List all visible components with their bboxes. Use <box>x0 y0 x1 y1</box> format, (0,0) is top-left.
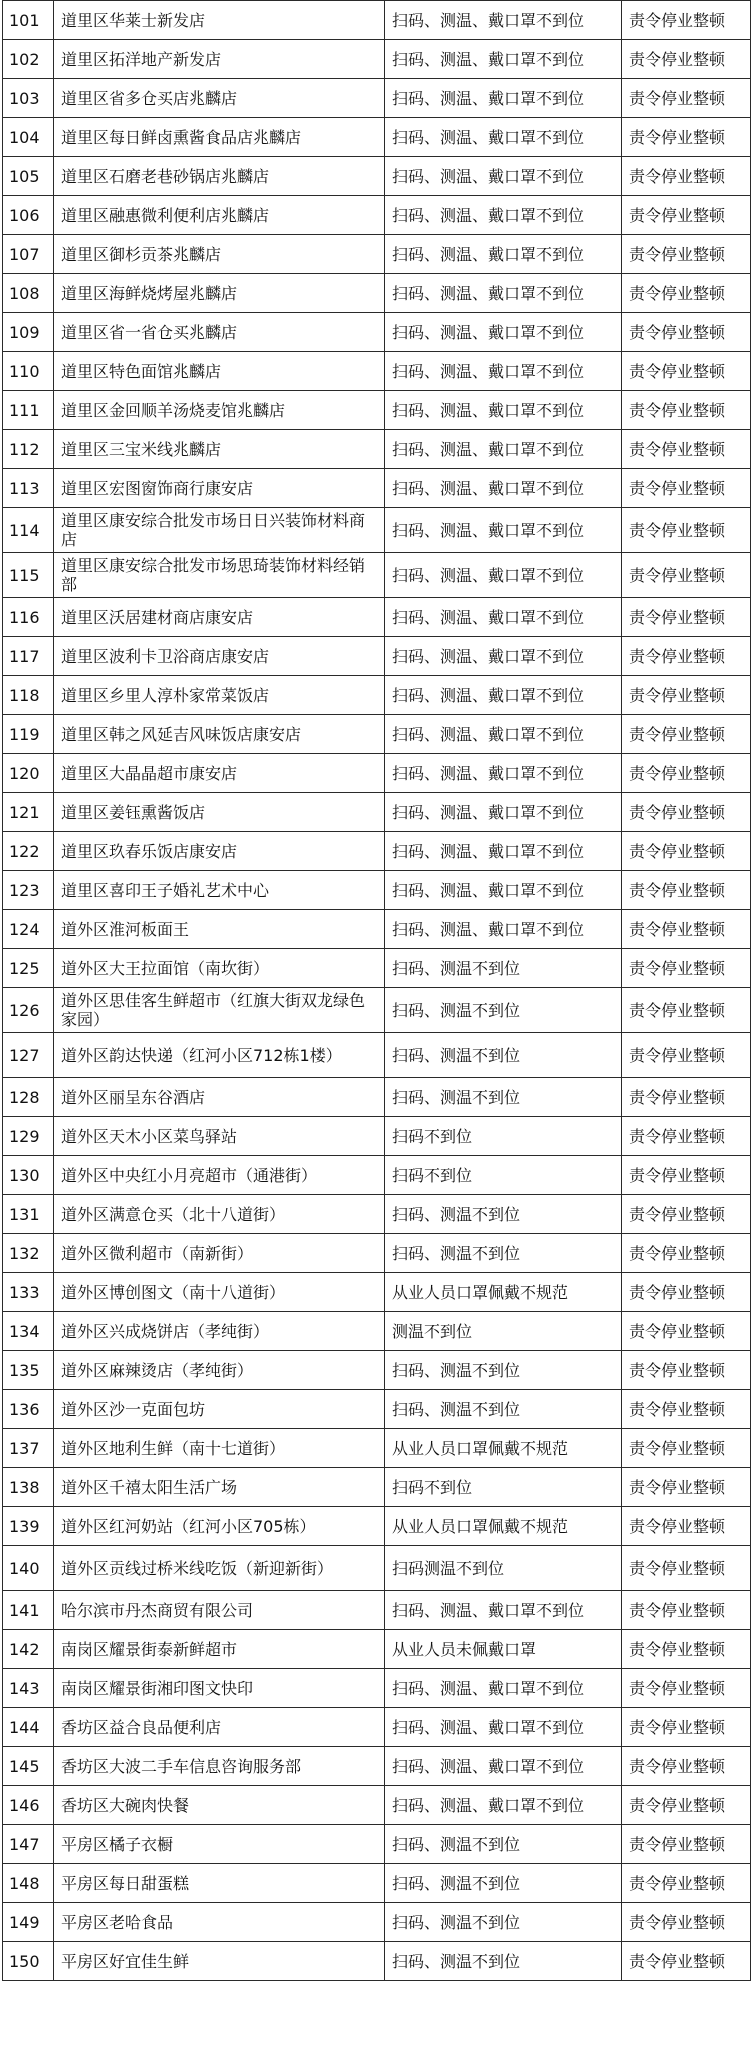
row-number-cell: 129 <box>3 1117 54 1156</box>
penalty-cell: 责令停业整顿 <box>622 1546 751 1591</box>
table-row <box>3 1390 751 1429</box>
row-number-cell: 134 <box>3 1312 54 1351</box>
store-name-cell: 道里区沃居建材商店康安店 <box>54 598 385 637</box>
table-row <box>3 1117 751 1156</box>
row-number-cell: 114 <box>3 508 54 553</box>
penalty-cell: 责令停业整顿 <box>622 754 751 793</box>
store-name-cell: 道外区大王拉面馆（南坎街） <box>54 949 385 988</box>
document-page <box>2 0 750 1981</box>
store-name-cell: 南岗区耀景街湘印图文快印 <box>54 1669 385 1708</box>
violation-cell: 扫码、测温不到位 <box>385 1234 622 1273</box>
table-row <box>3 1156 751 1195</box>
penalty-cell: 责令停业整顿 <box>622 430 751 469</box>
violation-cell: 扫码、测温不到位 <box>385 1825 622 1864</box>
table-row <box>3 118 751 157</box>
store-name-cell: 平房区每日甜蛋糕 <box>54 1864 385 1903</box>
penalty-cell: 责令停业整顿 <box>622 274 751 313</box>
store-name-cell: 香坊区大波二手车信息咨询服务部 <box>54 1747 385 1786</box>
table-row <box>3 1786 751 1825</box>
violation-cell: 扫码不到位 <box>385 1156 622 1195</box>
penalty-cell: 责令停业整顿 <box>622 508 751 553</box>
penalty-cell: 责令停业整顿 <box>622 1825 751 1864</box>
table-row <box>3 793 751 832</box>
penalty-cell: 责令停业整顿 <box>622 949 751 988</box>
penalty-cell: 责令停业整顿 <box>622 832 751 871</box>
store-name-cell: 道外区博创图文（南十八道街） <box>54 1273 385 1312</box>
table-row <box>3 1312 751 1351</box>
row-number-cell: 123 <box>3 871 54 910</box>
table-row <box>3 1708 751 1747</box>
table-row <box>3 1273 751 1312</box>
store-name-cell: 道里区三宝米线兆麟店 <box>54 430 385 469</box>
violation-cell: 扫码、测温、戴口罩不到位 <box>385 553 622 598</box>
store-name-cell: 道外区红河奶站（红河小区705栋） <box>54 1507 385 1546</box>
store-name-cell: 道外区微利超市（南新街） <box>54 1234 385 1273</box>
violation-cell: 扫码、测温不到位 <box>385 1864 622 1903</box>
penalty-cell: 责令停业整顿 <box>622 1156 751 1195</box>
penalty-cell: 责令停业整顿 <box>622 1468 751 1507</box>
store-name-cell: 道里区海鲜烧烤屋兆麟店 <box>54 274 385 313</box>
penalty-cell: 责令停业整顿 <box>622 1117 751 1156</box>
store-name-cell: 道里区康安综合批发市场思琦装饰材料经销部 <box>54 553 385 598</box>
table-row <box>3 469 751 508</box>
table-row <box>3 1546 751 1591</box>
store-name-cell: 道里区金回顺羊汤烧麦馆兆麟店 <box>54 391 385 430</box>
violation-cell: 扫码、测温、戴口罩不到位 <box>385 1786 622 1825</box>
store-name-cell: 南岗区耀景街泰新鲜超市 <box>54 1630 385 1669</box>
penalty-cell: 责令停业整顿 <box>622 1903 751 1942</box>
table-row <box>3 637 751 676</box>
store-name-cell: 道外区韵达快递（红河小区712栋1楼） <box>54 1033 385 1078</box>
table-row <box>3 1591 751 1630</box>
violation-cell: 扫码、测温、戴口罩不到位 <box>385 40 622 79</box>
violation-cell: 扫码、测温、戴口罩不到位 <box>385 1 622 40</box>
row-number-cell: 122 <box>3 832 54 871</box>
penalty-cell: 责令停业整顿 <box>622 1942 751 1981</box>
violation-cell: 从业人员口罩佩戴不规范 <box>385 1273 622 1312</box>
penalty-cell: 责令停业整顿 <box>622 1078 751 1117</box>
store-name-cell: 道里区姜钰熏酱饭店 <box>54 793 385 832</box>
table-row <box>3 715 751 754</box>
violation-cell: 扫码、测温、戴口罩不到位 <box>385 313 622 352</box>
row-number-cell: 107 <box>3 235 54 274</box>
row-number-cell: 140 <box>3 1546 54 1591</box>
store-name-cell: 道外区千禧太阳生活广场 <box>54 1468 385 1507</box>
row-number-cell: 108 <box>3 274 54 313</box>
store-name-cell: 道里区大晶晶超市康安店 <box>54 754 385 793</box>
violation-cell: 扫码、测温不到位 <box>385 1942 622 1981</box>
penalty-cell: 责令停业整顿 <box>622 1708 751 1747</box>
penalty-cell: 责令停业整顿 <box>622 235 751 274</box>
row-number-cell: 128 <box>3 1078 54 1117</box>
table-row <box>3 79 751 118</box>
penalty-cell: 责令停业整顿 <box>622 1591 751 1630</box>
penalty-cell: 责令停业整顿 <box>622 1 751 40</box>
store-name-cell: 道里区宏图窗饰商行康安店 <box>54 469 385 508</box>
store-name-cell: 平房区老哈食品 <box>54 1903 385 1942</box>
row-number-cell: 106 <box>3 196 54 235</box>
row-number-cell: 124 <box>3 910 54 949</box>
row-number-cell: 135 <box>3 1351 54 1390</box>
penalty-cell: 责令停业整顿 <box>622 157 751 196</box>
penalty-cell: 责令停业整顿 <box>622 1747 751 1786</box>
penalty-cell: 责令停业整顿 <box>622 553 751 598</box>
violation-cell: 扫码、测温、戴口罩不到位 <box>385 1669 622 1708</box>
penalty-cell: 责令停业整顿 <box>622 988 751 1033</box>
row-number-cell: 139 <box>3 1507 54 1546</box>
penalty-cell: 责令停业整顿 <box>622 79 751 118</box>
table-row <box>3 313 751 352</box>
store-name-cell: 道里区融惠微利便利店兆麟店 <box>54 196 385 235</box>
row-number-cell: 137 <box>3 1429 54 1468</box>
table-row <box>3 832 751 871</box>
table-row <box>3 391 751 430</box>
row-number-cell: 103 <box>3 79 54 118</box>
violation-cell: 扫码、测温、戴口罩不到位 <box>385 391 622 430</box>
table-row <box>3 553 751 598</box>
table-row <box>3 676 751 715</box>
table-row <box>3 1195 751 1234</box>
table-row <box>3 1942 751 1981</box>
violation-cell: 扫码、测温、戴口罩不到位 <box>385 832 622 871</box>
penalty-cell: 责令停业整顿 <box>622 352 751 391</box>
row-number-cell: 132 <box>3 1234 54 1273</box>
table-row <box>3 1234 751 1273</box>
violation-cell: 扫码、测温、戴口罩不到位 <box>385 469 622 508</box>
row-number-cell: 138 <box>3 1468 54 1507</box>
violation-cell: 扫码、测温、戴口罩不到位 <box>385 1708 622 1747</box>
violation-cell: 扫码、测温、戴口罩不到位 <box>385 1591 622 1630</box>
violation-cell: 扫码、测温不到位 <box>385 1195 622 1234</box>
store-name-cell: 道外区麻辣烫店（孝纯街） <box>54 1351 385 1390</box>
row-number-cell: 125 <box>3 949 54 988</box>
store-name-cell: 道里区康安综合批发市场日日兴装饰材料商店 <box>54 508 385 553</box>
row-number-cell: 145 <box>3 1747 54 1786</box>
table-row <box>3 1468 751 1507</box>
penalty-cell: 责令停业整顿 <box>622 469 751 508</box>
store-name-cell: 哈尔滨市丹杰商贸有限公司 <box>54 1591 385 1630</box>
penalty-cell: 责令停业整顿 <box>622 1273 751 1312</box>
table-row <box>3 1507 751 1546</box>
violation-cell: 扫码、测温不到位 <box>385 1903 622 1942</box>
store-name-cell: 道外区淮河板面王 <box>54 910 385 949</box>
penalty-cell: 责令停业整顿 <box>622 313 751 352</box>
store-name-cell: 道里区特色面馆兆麟店 <box>54 352 385 391</box>
table-row <box>3 988 751 1033</box>
store-name-cell: 道里区喜印王子婚礼艺术中心 <box>54 871 385 910</box>
penalty-cell: 责令停业整顿 <box>622 391 751 430</box>
violation-cell: 扫码、测温、戴口罩不到位 <box>385 598 622 637</box>
table-row <box>3 1903 751 1942</box>
violation-cell: 扫码、测温、戴口罩不到位 <box>385 157 622 196</box>
table-body <box>3 1 751 1981</box>
violation-cell: 扫码、测温、戴口罩不到位 <box>385 676 622 715</box>
row-number-cell: 101 <box>3 1 54 40</box>
row-number-cell: 121 <box>3 793 54 832</box>
violation-cell: 扫码、测温、戴口罩不到位 <box>385 910 622 949</box>
store-name-cell: 道里区玖春乐饭店康安店 <box>54 832 385 871</box>
store-name-cell: 道外区天木小区菜鸟驿站 <box>54 1117 385 1156</box>
store-name-cell: 香坊区大碗肉快餐 <box>54 1786 385 1825</box>
store-name-cell: 道里区省一省仓买兆麟店 <box>54 313 385 352</box>
store-name-cell: 道里区御杉贡茶兆麟店 <box>54 235 385 274</box>
violation-cell: 扫码、测温、戴口罩不到位 <box>385 793 622 832</box>
penalty-cell: 责令停业整顿 <box>622 1351 751 1390</box>
store-name-cell: 平房区好宜佳生鲜 <box>54 1942 385 1981</box>
row-number-cell: 126 <box>3 988 54 1033</box>
table-row <box>3 1033 751 1078</box>
row-number-cell: 118 <box>3 676 54 715</box>
penalty-cell: 责令停业整顿 <box>622 598 751 637</box>
violation-cell: 扫码、测温、戴口罩不到位 <box>385 196 622 235</box>
row-number-cell: 110 <box>3 352 54 391</box>
table-row <box>3 754 751 793</box>
penalty-cell: 责令停业整顿 <box>622 1507 751 1546</box>
violation-cell: 扫码测温不到位 <box>385 1546 622 1591</box>
penalty-cell: 责令停业整顿 <box>622 196 751 235</box>
table-row <box>3 1429 751 1468</box>
table-row <box>3 1864 751 1903</box>
row-number-cell: 111 <box>3 391 54 430</box>
penalty-cell: 责令停业整顿 <box>622 676 751 715</box>
store-name-cell: 道外区贡线过桥米线吃饭（新迎新街） <box>54 1546 385 1591</box>
violation-cell: 扫码、测温不到位 <box>385 949 622 988</box>
penalty-cell: 责令停业整顿 <box>622 637 751 676</box>
table-row <box>3 274 751 313</box>
row-number-cell: 146 <box>3 1786 54 1825</box>
violation-cell: 扫码、测温、戴口罩不到位 <box>385 871 622 910</box>
table-row <box>3 352 751 391</box>
row-number-cell: 104 <box>3 118 54 157</box>
violation-cell: 扫码、测温、戴口罩不到位 <box>385 430 622 469</box>
row-number-cell: 131 <box>3 1195 54 1234</box>
penalty-cell: 责令停业整顿 <box>622 1234 751 1273</box>
violation-cell: 扫码、测温、戴口罩不到位 <box>385 754 622 793</box>
store-name-cell: 道里区拓洋地产新发店 <box>54 40 385 79</box>
closure-list-table <box>2 0 751 1981</box>
penalty-cell: 责令停业整顿 <box>622 40 751 79</box>
row-number-cell: 113 <box>3 469 54 508</box>
row-number-cell: 133 <box>3 1273 54 1312</box>
violation-cell: 扫码、测温、戴口罩不到位 <box>385 352 622 391</box>
row-number-cell: 127 <box>3 1033 54 1078</box>
penalty-cell: 责令停业整顿 <box>622 1669 751 1708</box>
penalty-cell: 责令停业整顿 <box>622 871 751 910</box>
violation-cell: 扫码、测温、戴口罩不到位 <box>385 79 622 118</box>
store-name-cell: 道里区石磨老巷砂锅店兆麟店 <box>54 157 385 196</box>
row-number-cell: 141 <box>3 1591 54 1630</box>
store-name-cell: 道外区兴成烧饼店（孝纯街） <box>54 1312 385 1351</box>
table-row <box>3 598 751 637</box>
row-number-cell: 117 <box>3 637 54 676</box>
row-number-cell: 150 <box>3 1942 54 1981</box>
table-row <box>3 1669 751 1708</box>
penalty-cell: 责令停业整顿 <box>622 715 751 754</box>
table-row <box>3 157 751 196</box>
penalty-cell: 责令停业整顿 <box>622 910 751 949</box>
table-row <box>3 196 751 235</box>
store-name-cell: 道外区中央红小月亮超市（通港街） <box>54 1156 385 1195</box>
table-row <box>3 1630 751 1669</box>
store-name-cell: 道外区丽呈东谷酒店 <box>54 1078 385 1117</box>
violation-cell: 扫码、测温不到位 <box>385 1033 622 1078</box>
table-row <box>3 430 751 469</box>
table-row <box>3 910 751 949</box>
table-row <box>3 40 751 79</box>
row-number-cell: 109 <box>3 313 54 352</box>
penalty-cell: 责令停业整顿 <box>622 1390 751 1429</box>
penalty-cell: 责令停业整顿 <box>622 1630 751 1669</box>
penalty-cell: 责令停业整顿 <box>622 118 751 157</box>
store-name-cell: 道里区乡里人淳朴家常菜饭店 <box>54 676 385 715</box>
penalty-cell: 责令停业整顿 <box>622 1864 751 1903</box>
table-row <box>3 949 751 988</box>
row-number-cell: 119 <box>3 715 54 754</box>
store-name-cell: 道里区波利卡卫浴商店康安店 <box>54 637 385 676</box>
violation-cell: 从业人员口罩佩戴不规范 <box>385 1507 622 1546</box>
violation-cell: 扫码、测温、戴口罩不到位 <box>385 235 622 274</box>
row-number-cell: 120 <box>3 754 54 793</box>
row-number-cell: 144 <box>3 1708 54 1747</box>
store-name-cell: 道外区地利生鲜（南十七道街） <box>54 1429 385 1468</box>
penalty-cell: 责令停业整顿 <box>622 1312 751 1351</box>
table-row <box>3 1747 751 1786</box>
row-number-cell: 102 <box>3 40 54 79</box>
violation-cell: 从业人员未佩戴口罩 <box>385 1630 622 1669</box>
violation-cell: 扫码、测温不到位 <box>385 988 622 1033</box>
row-number-cell: 142 <box>3 1630 54 1669</box>
store-name-cell: 平房区橘子衣橱 <box>54 1825 385 1864</box>
penalty-cell: 责令停业整顿 <box>622 1786 751 1825</box>
row-number-cell: 105 <box>3 157 54 196</box>
row-number-cell: 112 <box>3 430 54 469</box>
violation-cell: 扫码、测温不到位 <box>385 1390 622 1429</box>
table-row <box>3 1825 751 1864</box>
store-name-cell: 道里区韩之风延吉风味饭店康安店 <box>54 715 385 754</box>
row-number-cell: 143 <box>3 1669 54 1708</box>
violation-cell: 扫码、测温不到位 <box>385 1078 622 1117</box>
violation-cell: 扫码、测温、戴口罩不到位 <box>385 1747 622 1786</box>
row-number-cell: 115 <box>3 553 54 598</box>
table-row <box>3 1351 751 1390</box>
violation-cell: 扫码、测温不到位 <box>385 1351 622 1390</box>
table-row <box>3 1 751 40</box>
store-name-cell: 道里区省多仓买店兆麟店 <box>54 79 385 118</box>
violation-cell: 测温不到位 <box>385 1312 622 1351</box>
store-name-cell: 香坊区益合良品便利店 <box>54 1708 385 1747</box>
table-row <box>3 1078 751 1117</box>
violation-cell: 扫码不到位 <box>385 1117 622 1156</box>
penalty-cell: 责令停业整顿 <box>622 1195 751 1234</box>
store-name-cell: 道里区华莱士新发店 <box>54 1 385 40</box>
table-row <box>3 871 751 910</box>
table-row <box>3 508 751 553</box>
violation-cell: 扫码、测温、戴口罩不到位 <box>385 637 622 676</box>
store-name-cell: 道外区满意仓买（北十八道街） <box>54 1195 385 1234</box>
row-number-cell: 147 <box>3 1825 54 1864</box>
violation-cell: 扫码、测温、戴口罩不到位 <box>385 508 622 553</box>
table-row <box>3 235 751 274</box>
store-name-cell: 道里区每日鲜卤熏酱食品店兆麟店 <box>54 118 385 157</box>
row-number-cell: 130 <box>3 1156 54 1195</box>
penalty-cell: 责令停业整顿 <box>622 793 751 832</box>
row-number-cell: 149 <box>3 1903 54 1942</box>
store-name-cell: 道外区沙一克面包坊 <box>54 1390 385 1429</box>
violation-cell: 从业人员口罩佩戴不规范 <box>385 1429 622 1468</box>
store-name-cell: 道外区思佳客生鲜超市（红旗大街双龙绿色家园） <box>54 988 385 1033</box>
row-number-cell: 116 <box>3 598 54 637</box>
penalty-cell: 责令停业整顿 <box>622 1033 751 1078</box>
penalty-cell: 责令停业整顿 <box>622 1429 751 1468</box>
row-number-cell: 148 <box>3 1864 54 1903</box>
violation-cell: 扫码不到位 <box>385 1468 622 1507</box>
row-number-cell: 136 <box>3 1390 54 1429</box>
violation-cell: 扫码、测温、戴口罩不到位 <box>385 715 622 754</box>
violation-cell: 扫码、测温、戴口罩不到位 <box>385 118 622 157</box>
violation-cell: 扫码、测温、戴口罩不到位 <box>385 274 622 313</box>
